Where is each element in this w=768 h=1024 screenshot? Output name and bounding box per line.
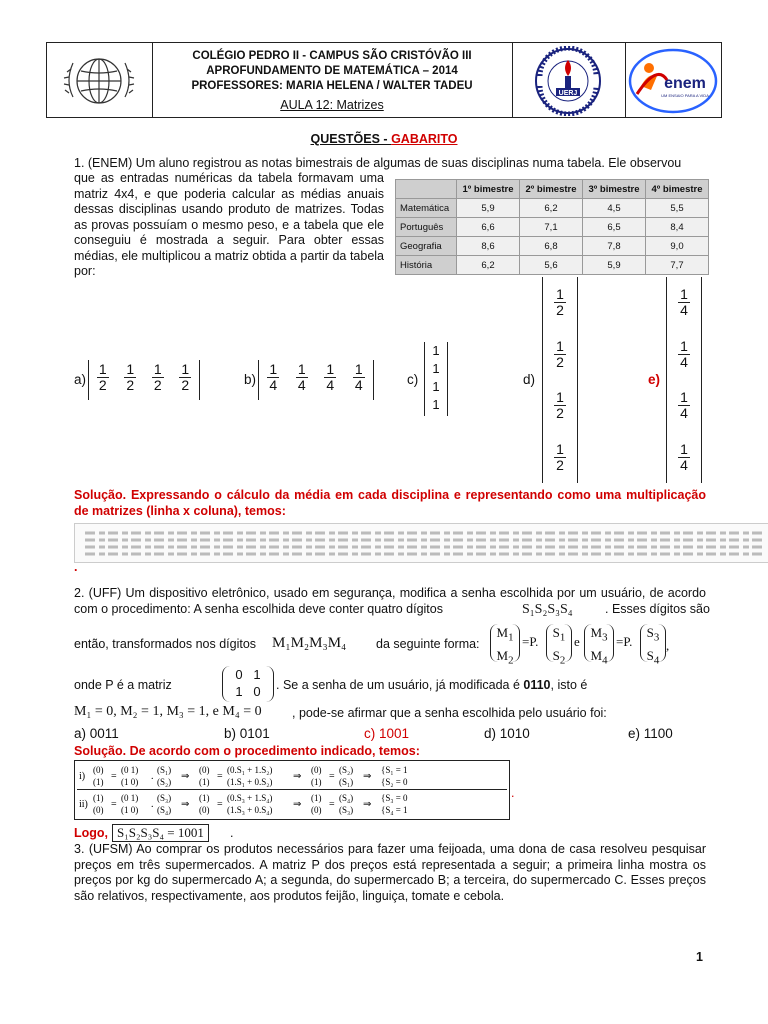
q1-text: que as entradas numéricas da tabela formavam uma matriz 4x4, e que poderia calcular as médias anuais dessas disciplinas usando produto de matrizes. Todas as provas possuíam o mesmo peso, e a tabela que ele conseguiu é mostrada a seguir. Para obter essas médias, ele multiplicou a matriz obtida a partir da tabela por: [74,171,384,278]
svg-text:(1): (1) [311,777,322,787]
svg-text:(S₃): (S₃) [157,793,172,803]
q1-solution-equation-image [74,523,768,563]
globe-emblem-icon [59,47,139,115]
svg-text:(1 0): (1 0) [121,805,139,815]
q2-digits-s: S₁S₂S₃S₄ [522,602,573,617]
q1-text-top [74,156,706,172]
svg-text:(1): (1) [93,793,104,803]
svg-text:(S₂): (S₂) [339,765,354,775]
title-prefix: QUESTÕES - [310,132,392,146]
q2-solution-box [74,760,510,820]
equation-row-i-icon [77,763,507,789]
q2-option-c[interactable]: c) 1001 [364,726,410,741]
option-a-label[interactable]: a) [74,372,87,387]
header-table [46,42,722,118]
option-a-matrix: $\frac{1}{2}$ $\frac{1}{2}$ $\frac{1}{2}$ $\frac{1}{2}$ [88,360,200,400]
svg-text:(S₂): (S₂) [157,777,172,787]
q2-solution-row-i [77,763,507,790]
q1-text-line1: 1. (ENEM) Um aluno registrou as notas bimestrais de algumas de suas disciplinas numa tabela. Ele observou [74,156,682,170]
option-b-matrix: $\frac{1}{4}$ $\frac{1}{4}$ $\frac{1}{4}$ $\frac{1}{4}$ [258,360,374,400]
lesson-title: AULA 12: Matrizes [280,98,384,112]
svg-text:(1): (1) [93,777,104,787]
svg-text:(0): (0) [93,765,104,775]
header-cell: 2º bimestre [520,180,583,199]
equation-row-ii-icon [77,791,507,817]
svg-text:(0.S₁ + 1.S₂): (0.S₁ + 1.S₂) [227,765,273,775]
option-d-matrix: $\frac{1}{2}$ $\frac{1}{2}$ $\frac{1}{2}$ $\frac{1}{2}$ [542,277,578,483]
q2-text2: . Esses dígitos são [605,602,710,616]
q2-logo-suffix: . [230,826,234,840]
q1-solution: Solução. Expressando o cálculo da média em cada disciplina e representando como uma multiplicação de matrizes (linha x coluna), temos: [74,488,706,518]
option-c-matrix: 1 1 1 1 [424,342,448,416]
svg-text:.: . [151,771,154,782]
q2-text: 2. (UFF) Um dispositivo eletrônico, usado em segurança, modifica a senha escolhida por um usuário, de acordo com o procedimento: A senha escolhida deve conter quatro dígitos [74,586,706,616]
option-c-label[interactable]: c) [407,372,419,387]
svg-text:=: = [111,799,117,810]
svg-text:(S₁): (S₁) [157,765,172,775]
q2-solution: Solução. De acordo com o procedimento indicado, temos: [74,744,420,758]
svg-text:(1): (1) [311,793,322,803]
q2-text5: onde P é a matriz [74,678,172,692]
svg-text:(0.S₃ + 1.S₄): (0.S₃ + 1.S₄) [227,793,273,803]
header-cell: 3º bimestre [583,180,646,199]
enem-logo-icon [627,46,719,116]
option-b-label[interactable]: b) [244,372,257,387]
option-d-label[interactable]: d) [523,372,536,387]
svg-text:i): i) [79,771,86,782]
uerj-logo-icon [528,46,608,116]
svg-text:=: = [111,771,117,782]
svg-text:{S₁ = 1: {S₁ = 1 [381,765,408,775]
svg-text:(0): (0) [93,805,104,815]
svg-text:⇒: ⇒ [181,771,190,782]
svg-text:(0): (0) [311,765,322,775]
svg-text:(1.S₃ + 0.S₄): (1.S₃ + 0.S₄) [227,805,273,815]
q2-text3: então, transformados nos dígitos [74,637,257,651]
svg-text:=: = [217,799,223,810]
svg-text:⇒: ⇒ [293,799,302,810]
course-name: APROFUNDAMENTO DE MATEMÁTICA – 2014 [206,65,458,77]
svg-text:{S₄ = 1: {S₄ = 1 [381,805,408,815]
q2-text4: da seguinte forma: [376,637,480,651]
svg-text:(1 0): (1 0) [121,777,139,787]
table-row: Geografia 8,6 6,8 7,8 9,0 [396,237,709,256]
svg-text:{S₃ = 0: {S₃ = 0 [381,793,408,803]
header-uerj-cell [512,43,626,117]
svg-text:(0 1): (0 1) [121,793,139,803]
q2-option-b[interactable]: b) 0101 [224,726,270,741]
svg-text:(S₁): (S₁) [339,777,354,787]
svg-text:=: = [329,799,335,810]
option-e-label[interactable]: e) [648,372,661,387]
option-e-matrix: $\frac{1}{4}$ $\frac{1}{4}$ $\frac{1}{4}$ $\frac{1}{4}$ [666,277,702,483]
svg-text:{S₂ = 0: {S₂ = 0 [381,777,408,787]
svg-text:⇒: ⇒ [293,771,302,782]
q2-option-e[interactable]: e) 1100 [628,726,673,741]
svg-text:(0 1): (0 1) [121,765,139,775]
svg-text:⇒: ⇒ [363,771,372,782]
page-number: 1 [696,950,703,964]
svg-text:(0): (0) [199,765,210,775]
svg-text:(1): (1) [199,793,210,803]
svg-text:(S₃): (S₃) [339,805,354,815]
blurred-equation-icon [75,524,768,562]
q2-formula: $M_1$ $M_2$ =P. $S_1$ $S_2$ e $M_3$ $M_4$ =P. $S_3$ $S_4$ , [490,624,702,664]
enem-tagline: UM ENSAIO PARA A VIDA [661,93,709,98]
teachers: PROFESSORES: MARIA HELENA / WALTER TADEU [191,80,473,92]
grades-table-wrap [395,179,709,275]
q2-text8: , pode-se afirmar que a senha escolhida pelo usuário foi: [292,706,607,720]
q2-text6: . Se a senha de um usuário, já modificada é 0110, isto é [276,678,588,692]
q2-logo: Logo, [74,826,109,840]
modified-password: 0110 [523,678,551,692]
header-cell: 1º bimestre [457,180,520,199]
q1-dot: . [74,560,78,574]
svg-text:ii): ii) [79,799,88,810]
svg-text:.: . [151,799,154,810]
q2-option-d[interactable]: d) 1010 [484,726,530,741]
q2-solution-row-ii [77,791,507,817]
q2-option-a[interactable]: a) 0011 [74,726,119,741]
svg-text:=: = [217,771,223,782]
svg-text:⇒: ⇒ [181,799,190,810]
table-row: Português 6,6 7,1 6,5 8,4 [396,218,709,237]
svg-text:(1): (1) [199,777,210,787]
svg-text:(0): (0) [311,805,322,815]
q3-text: 3. (UFSM) Ao comprar os produtos necessários para fazer uma feijoada, uma dona de casa resolveu pesquisar preços em três supermercados. A matriz P dos preços está representada a seguir; a primeira linha mostra os preços por kg do supermercado A; a segunda, do supermercado B; a terceira, do supermercado C. Esses preços são relativos, respectivamente, aos produtos feijão, linguiça, tomate e cebola. [74,842,706,903]
q2-digits-m: M₁M₂M₃M₄ [272,635,347,651]
svg-text:⇒: ⇒ [363,799,372,810]
enem-logo-text: enem [664,75,706,92]
page-title [0,132,768,146]
header-enem-cell [625,43,721,117]
header-cell: 4º bimestre [646,180,709,199]
table-row: Matemática 5,9 6,2 4,5 5,5 [396,199,709,218]
p-matrix: 0 1 1 0 [222,666,274,702]
uerj-logo-text: UERJ [558,90,578,97]
svg-text:(S₄): (S₄) [339,793,354,803]
title-highlight: GABARITO [391,132,458,146]
svg-text:(1.S₁ + 0.S₂): (1.S₁ + 0.S₂) [227,777,273,787]
table-row: História 6,2 5,6 5,9 7,7 [396,256,709,275]
school-name: COLÉGIO PEDRO II - CAMPUS SÃO CRISTÓVÃO III [192,50,472,62]
q2-answer-box: S₁S₂S₃S₄ = 1001 [112,824,209,842]
header-emblem-cell [47,43,153,117]
svg-text:(S₄): (S₄) [157,805,172,815]
svg-text:=: = [329,771,335,782]
grades-table [395,179,709,275]
q2-mvals: M₁ = 0, M₂ = 1, M₃ = 1, e M₄ = 0 [74,704,262,719]
header-title-cell [152,43,513,117]
svg-text:(0): (0) [199,805,210,815]
